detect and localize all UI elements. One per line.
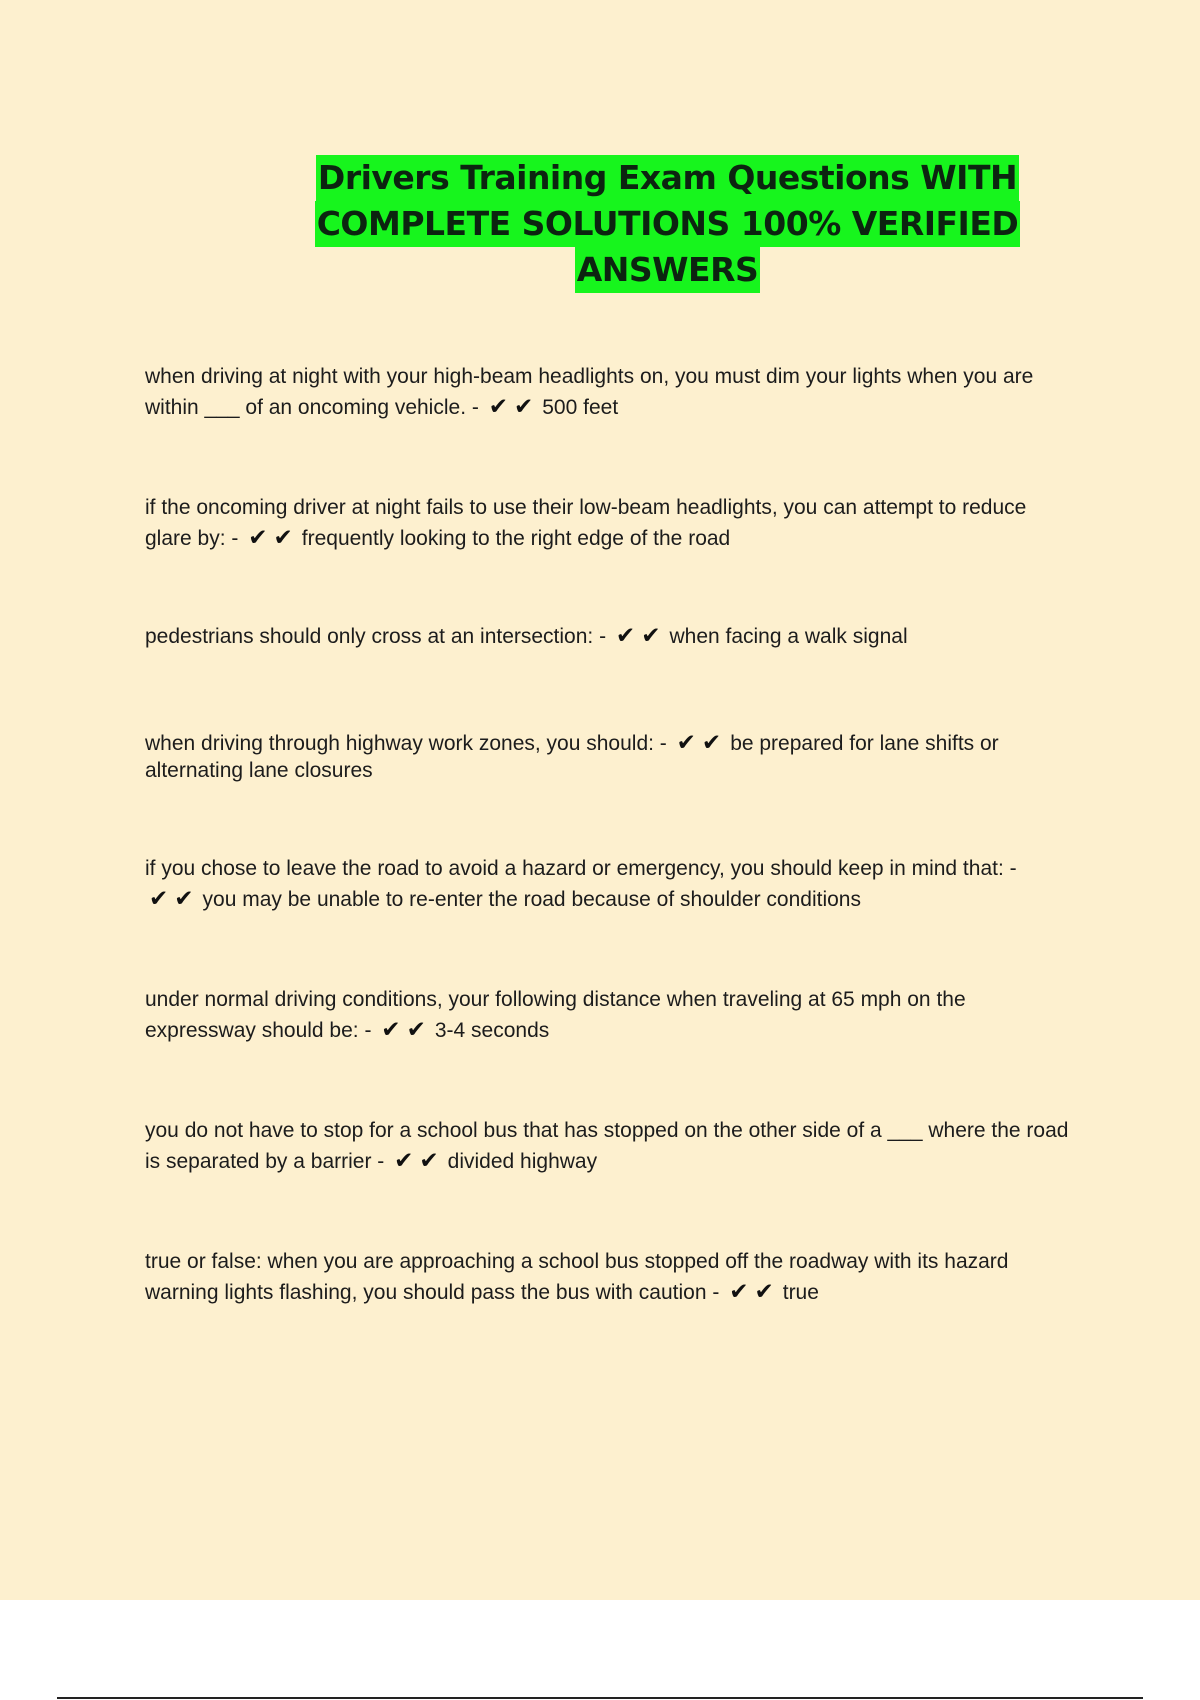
title-line-2: COMPLETE SOLUTIONS 100% VERIFIED	[315, 201, 1021, 247]
question-text: when driving through highway work zones, you should: -	[145, 732, 667, 755]
question-text: when driving at night with your high-beam headlights on, you must dim your lights when you are within ___ of an oncoming vehicle. -	[145, 365, 1034, 419]
answer-text: 3-4 seconds	[434, 1019, 550, 1042]
qa-item-5	[145, 853, 1070, 915]
footer-divider	[57, 1697, 1143, 1699]
title-line-3: ANSWERS	[575, 247, 761, 293]
checkmark-icon: ✔✔	[729, 1279, 780, 1305]
answer-text: frequently looking to the right edge of the road	[301, 527, 731, 550]
qa-item-7	[145, 1115, 1070, 1177]
answer-text: true	[782, 1281, 819, 1304]
checkmark-icon: ✔✔	[248, 525, 299, 551]
qa-item-8	[145, 1246, 1070, 1308]
question-text: you do not have to stop for a school bus that has stopped on the other side of a ___ where the road is separated by a barrier -	[145, 1119, 1069, 1173]
qa-item-4	[145, 730, 1070, 784]
qa-item-3	[145, 621, 1070, 652]
title-line-1: Drivers Training Exam Questions WITH	[316, 155, 1019, 201]
question-text: under normal driving conditions, your following distance when traveling at 65 mph on the expressway should be: -	[145, 988, 966, 1042]
answer-text: be prepared for lane shifts or alternating lane closures	[145, 732, 999, 782]
question-text: true or false: when you are approaching a school bus stopped off the roadway with its hazard warning lights flashing, you should pass the bus with caution -	[145, 1250, 1009, 1304]
answer-text: 500 feet	[542, 396, 619, 419]
checkmark-icon: ✔✔	[394, 1148, 445, 1174]
checkmark-icon: ✔✔	[488, 394, 540, 420]
question-text: pedestrians should only cross at an intersection: -	[145, 625, 607, 648]
question-text: if the oncoming driver at night fails to use their low-beam headlights, you can attempt to reduce glare by: -	[145, 496, 1027, 550]
checkmark-icon: ✔✔	[381, 1017, 432, 1043]
checkmark-icon: ✔✔	[676, 730, 728, 756]
answer-text: you may be unable to re-enter the road because of shoulder conditions	[202, 888, 861, 911]
question-text: if you chose to leave the road to avoid a hazard or emergency, you should keep in mind that: -	[145, 857, 1017, 880]
qa-item-2	[145, 492, 1070, 554]
answer-text: when facing a walk signal	[669, 625, 908, 648]
qa-item-1	[145, 361, 1070, 423]
checkmark-icon: ✔✔	[149, 886, 200, 912]
checkmark-icon: ✔✔	[615, 623, 667, 649]
qa-item-6	[145, 984, 1070, 1046]
document-title	[250, 155, 1085, 293]
answer-text: divided highway	[447, 1150, 598, 1173]
